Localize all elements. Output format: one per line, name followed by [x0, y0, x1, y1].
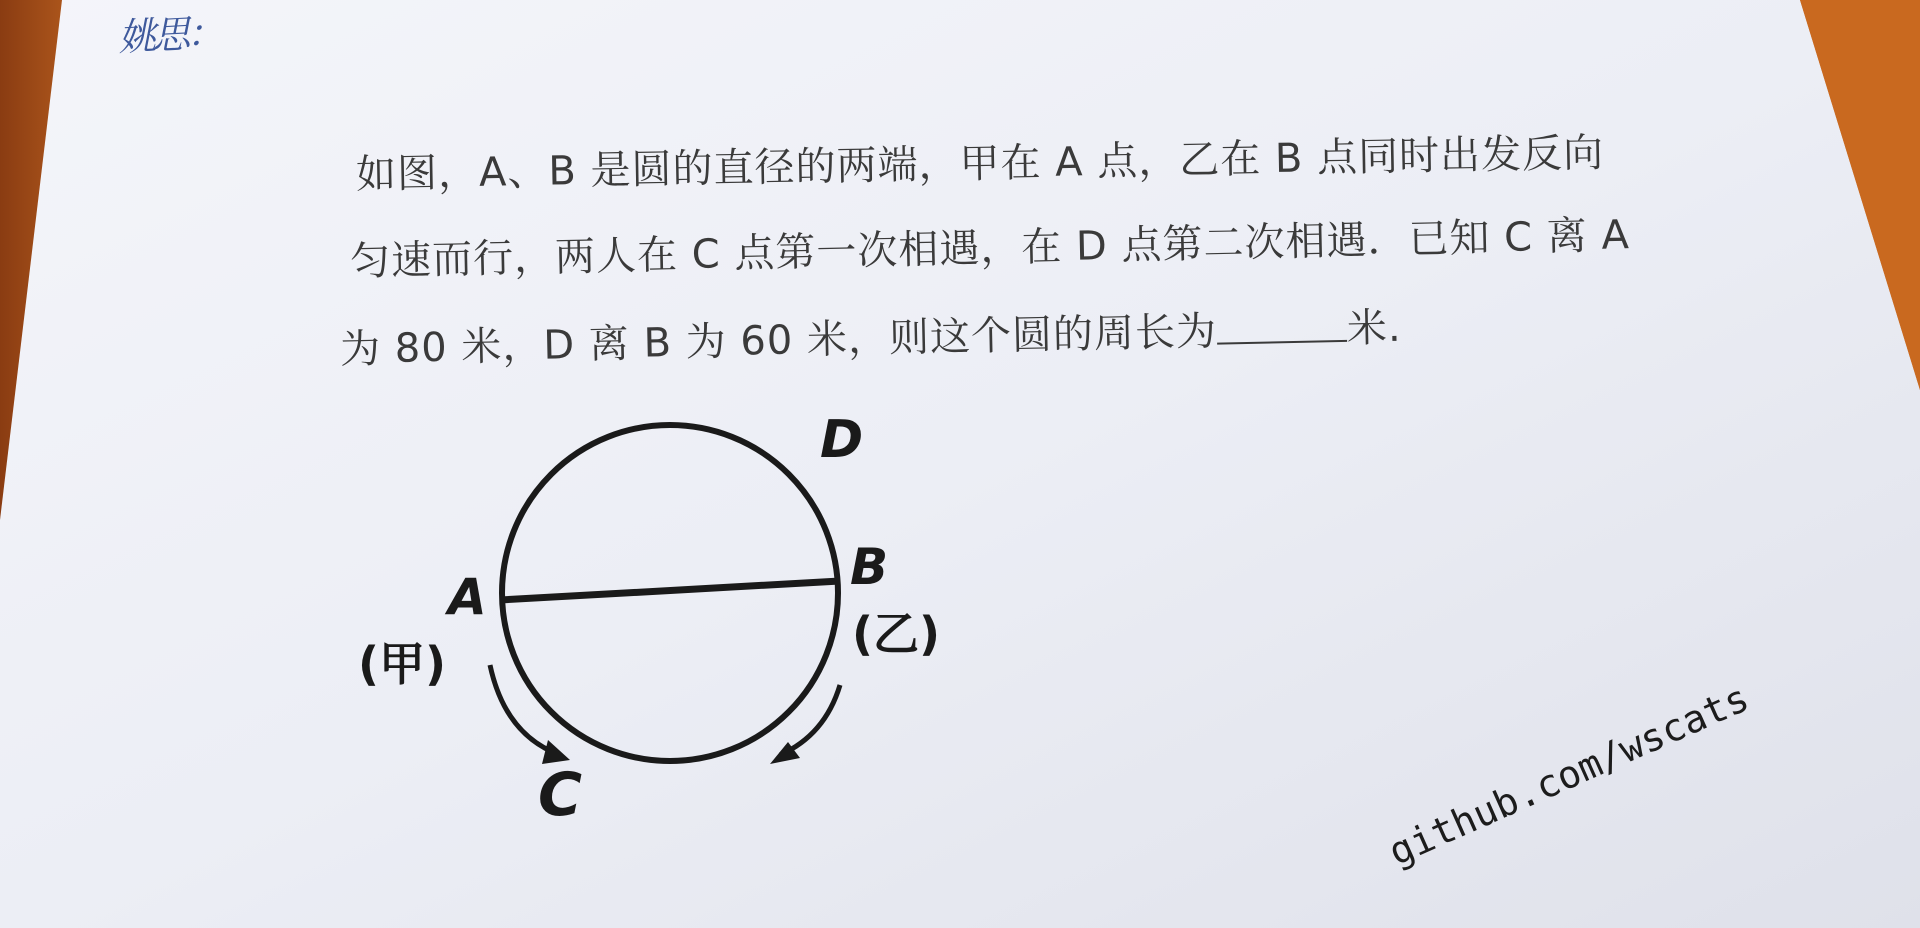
label-yi: (乙)	[852, 607, 941, 661]
problem-text-line-1: 如图，A、B 是圆的直径的两端，甲在 A 点，乙在 B 点同时出发反向	[355, 130, 1605, 198]
watermark-text: github.com/wscats	[1382, 675, 1756, 874]
center-point	[670, 587, 676, 593]
circle-figure	[330, 400, 1030, 865]
label-A: A	[448, 568, 487, 626]
label-C: C	[538, 760, 583, 830]
diameter-line	[500, 581, 840, 600]
answer-blank	[1216, 306, 1347, 345]
problem-text-after-blank: 米.	[1346, 304, 1403, 352]
problem-text-line-2: 匀速而行，两人在 C 点第一次相遇，在 D 点第二次相遇．已知 C 离 A	[349, 212, 1631, 285]
label-D: D	[820, 410, 864, 470]
label-jia: (甲)	[358, 637, 447, 691]
label-B: B	[850, 538, 889, 596]
handwritten-name: 姚思：	[117, 10, 222, 60]
problem-text-before-blank: 为 80 米，D 离 B 为 60 米，则这个圆的周长为	[339, 308, 1218, 373]
